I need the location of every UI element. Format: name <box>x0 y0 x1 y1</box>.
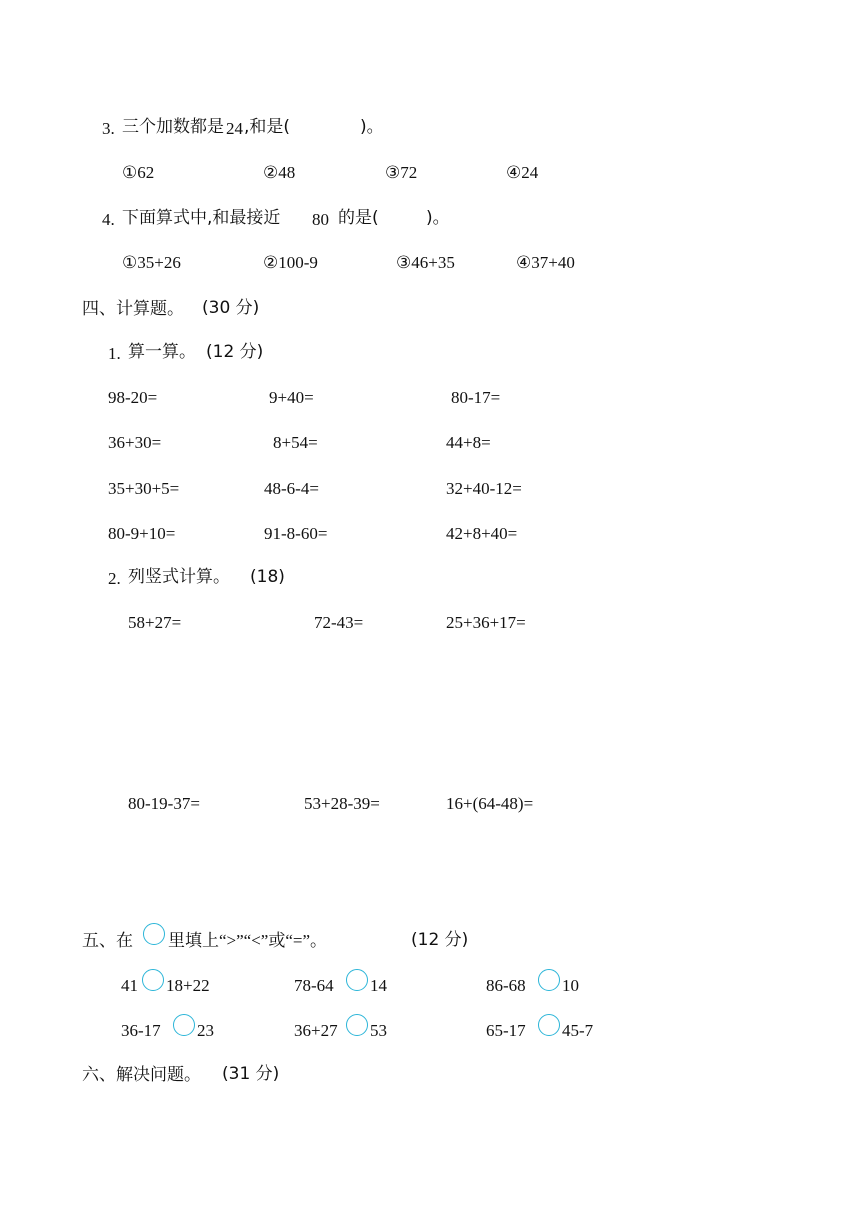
option-2: ②48 <box>263 163 296 182</box>
section-title: 四、计算题。 <box>82 299 184 318</box>
exercise: 32+40-12= <box>446 479 522 498</box>
compare-right: 14 <box>370 976 387 995</box>
section-title: 六、解决问题。 <box>82 1065 201 1084</box>
question-number-value: 80 <box>312 210 329 229</box>
exercise: 98-20= <box>108 388 158 407</box>
exercise: 80-9+10= <box>108 524 176 543</box>
compare-right: 45-7 <box>562 1021 594 1040</box>
part-label: 算一算。 <box>128 342 196 362</box>
exercise: 8+54= <box>273 433 318 452</box>
compare-left: 65-17 <box>486 1021 526 1040</box>
section-title: 五、在 <box>82 931 133 950</box>
part-label: 列竖式计算。 <box>128 567 230 587</box>
compare-circle[interactable] <box>538 1014 560 1036</box>
part-score: (18) <box>250 567 285 587</box>
compare-left: 36-17 <box>121 1021 161 1040</box>
option-3: ③46+35 <box>396 253 455 272</box>
exercise: 42+8+40= <box>446 524 518 543</box>
question-number: 3. <box>102 119 115 138</box>
exercise: 35+30+5= <box>108 479 180 498</box>
exercise: 44+8= <box>446 433 491 452</box>
question-number: 4. <box>102 210 115 229</box>
compare-circle[interactable] <box>346 1014 368 1036</box>
compare-circle[interactable] <box>538 969 560 991</box>
option-4: ④24 <box>506 163 539 182</box>
exercise: 58+27= <box>128 613 182 632</box>
compare-right: 53 <box>370 1021 387 1040</box>
compare-left: 78-64 <box>294 976 334 995</box>
exercise: 91-8-60= <box>264 524 328 543</box>
compare-left: 36+27 <box>294 1021 338 1040</box>
exercise: 36+30= <box>108 433 162 452</box>
question-number-value: 24 <box>226 119 243 138</box>
exercise: 48-6-4= <box>264 479 319 498</box>
answer-blank-close: )。 <box>426 208 450 228</box>
exercise: 80-19-37= <box>128 794 200 813</box>
section-score: (12 分) <box>411 930 469 950</box>
part-number: 1. <box>108 344 121 363</box>
compare-circle[interactable] <box>173 1014 195 1036</box>
part-score: (12 分) <box>206 342 264 362</box>
compare-left: 86-68 <box>486 976 526 995</box>
option-1: ①35+26 <box>122 253 181 272</box>
option-2: ②100-9 <box>263 253 318 272</box>
section-instruction: 里填上“>”“<”或“=”。 <box>168 931 328 950</box>
compare-circle[interactable] <box>142 969 164 991</box>
compare-left: 41 <box>121 976 138 995</box>
answer-blank-close: )。 <box>360 117 384 137</box>
option-4: ④37+40 <box>516 253 575 272</box>
compare-circle[interactable] <box>143 923 165 945</box>
compare-right: 10 <box>562 976 579 995</box>
question-text: 的是( <box>338 208 379 228</box>
option-3: ③72 <box>385 163 418 182</box>
exercise: 16+(64-48)= <box>446 794 534 813</box>
exercise: 80-17= <box>451 388 501 407</box>
question-text: ,和是( <box>244 117 291 137</box>
option-1: ①62 <box>122 163 155 182</box>
question-text: 下面算式中,和最接近 <box>122 208 281 228</box>
part-number: 2. <box>108 569 121 588</box>
question-text: 三个加数都是 <box>122 117 224 137</box>
compare-right: 18+22 <box>166 976 210 995</box>
section-score: (30 分) <box>202 298 260 318</box>
exercise: 72-43= <box>314 613 364 632</box>
exercise: 25+36+17= <box>446 613 526 632</box>
exercise: 53+28-39= <box>304 794 380 813</box>
section-score: (31 分) <box>222 1064 280 1084</box>
exercise: 9+40= <box>269 388 314 407</box>
compare-right: 23 <box>197 1021 214 1040</box>
compare-circle[interactable] <box>346 969 368 991</box>
